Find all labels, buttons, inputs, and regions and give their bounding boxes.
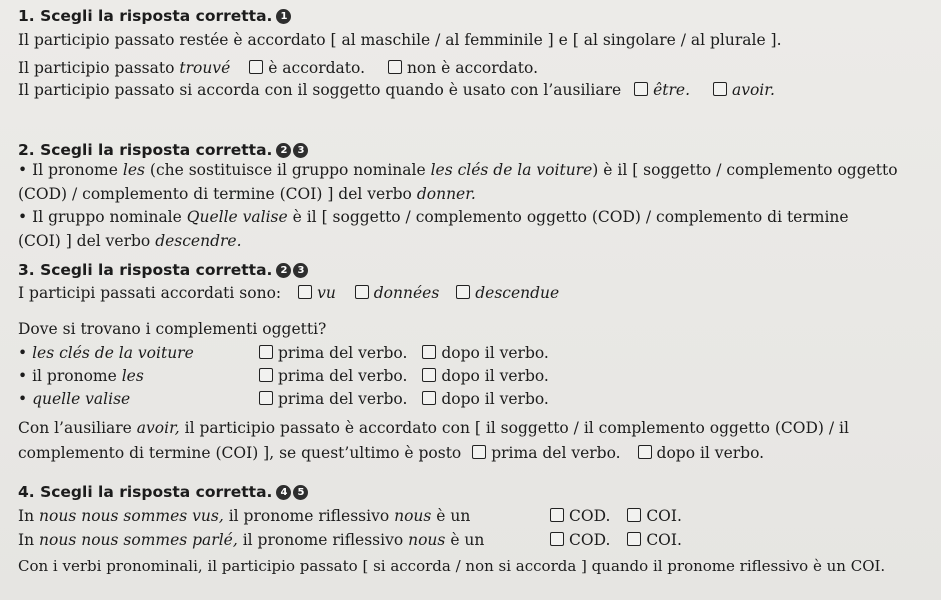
- badge-2b: 2: [276, 263, 291, 278]
- s4-line1-options: COD. COI.: [548, 506, 682, 526]
- s1-line1: Il participio passato restée è accordato [ al maschile / al femminile ] e [ al singolare / al plurale ].: [18, 31, 782, 49]
- s2-line1: • Il pronome les (che sostituisce il gruppo nominale les clés de la voiture) è il [ soggetto / complemento oggetto: [18, 161, 898, 179]
- badge-3b: 3: [293, 263, 308, 278]
- s2-line2: (COD) / complemento di termine (COI) ] del verbo donner.: [18, 185, 476, 203]
- s4-line1: In nous nous sommes vus, il pronome riflessivo nous è un: [18, 507, 471, 525]
- s4-line2: In nous nous sommes parlé, il pronome riflessivo nous è un: [18, 531, 485, 549]
- checkbox-l1-coi[interactable]: [627, 508, 641, 522]
- badge-3: 3: [293, 143, 308, 158]
- checkbox-row2-after[interactable]: [422, 368, 436, 382]
- badge-1: 1: [276, 9, 291, 24]
- row1-label: • les clés de la voiture: [18, 344, 194, 362]
- checkbox-vu[interactable]: [298, 285, 312, 299]
- s3-line1: I participi passati accordati sono: vu données descendue: [18, 284, 560, 302]
- s4-title: 4. Scegli la risposta corretta. 4 5: [18, 482, 308, 502]
- checkbox-non-accordato[interactable]: [388, 60, 402, 74]
- checkbox-avoir[interactable]: [713, 82, 727, 96]
- s1-line2: Il participio passato trouvé è accordato. non è accordato.: [18, 59, 538, 77]
- checkbox-etre[interactable]: [634, 82, 648, 96]
- s4-line3: Con i verbi pronominali, il participio passato [ si accorda / non si accorda ] quando il pronome riflessivo è un COI.: [18, 557, 886, 575]
- badge-5: 5: [293, 485, 308, 500]
- checkbox-l2-coi[interactable]: [627, 532, 641, 546]
- s3-title: 3. Scegli la risposta corretta. 2 3: [18, 260, 308, 280]
- s3-question: Dove si trovano i complementi oggetti?: [18, 320, 327, 338]
- row3-options: prima del verbo. dopo il verbo.: [257, 389, 549, 409]
- checkbox-accordato[interactable]: [249, 60, 263, 74]
- checkbox-prima[interactable]: [472, 445, 486, 459]
- s2-line3: • Il gruppo nominale Quelle valise è il [ soggetto / complemento oggetto (COD) / complemento di termine: [18, 208, 849, 226]
- s1-title: 1. Scegli la risposta corretta. 1: [18, 6, 291, 26]
- checkbox-row1-after[interactable]: [422, 345, 436, 359]
- s3-conclusion-line1: Con l’ausiliare avoir, il participio passato è accordato con [ il soggetto / il complemento oggetto (COD) / il: [18, 419, 849, 437]
- row3-label: • quelle valise: [18, 390, 131, 408]
- row2-label: • il pronome les: [18, 367, 144, 385]
- s2-line4: (COI) ] del verbo descendre.: [18, 232, 242, 250]
- s2-title: 2. Scegli la risposta corretta. 2 3: [18, 140, 308, 160]
- checkbox-dopo[interactable]: [638, 445, 652, 459]
- checkbox-row2-before[interactable]: [259, 368, 273, 382]
- checkbox-row1-before[interactable]: [259, 345, 273, 359]
- checkbox-l2-cod[interactable]: [550, 532, 564, 546]
- badge-4: 4: [276, 485, 291, 500]
- s4-line2-options: COD. COI.: [548, 530, 682, 550]
- checkbox-descendue[interactable]: [456, 285, 470, 299]
- badge-2: 2: [276, 143, 291, 158]
- checkbox-row3-after[interactable]: [422, 391, 436, 405]
- checkbox-l1-cod[interactable]: [550, 508, 564, 522]
- s3-conclusion-line2: complemento di termine (COI) ], se quest’ultimo è posto prima del verbo. dopo il verbo.: [18, 444, 765, 462]
- row1-options: prima del verbo. dopo il verbo.: [257, 343, 549, 363]
- s1-line3: Il participio passato si accorda con il soggetto quando è usato con l’ausiliare être. avoir.: [18, 81, 775, 99]
- checkbox-donnees[interactable]: [355, 285, 369, 299]
- checkbox-row3-before[interactable]: [259, 391, 273, 405]
- row2-options: prima del verbo. dopo il verbo.: [257, 366, 549, 386]
